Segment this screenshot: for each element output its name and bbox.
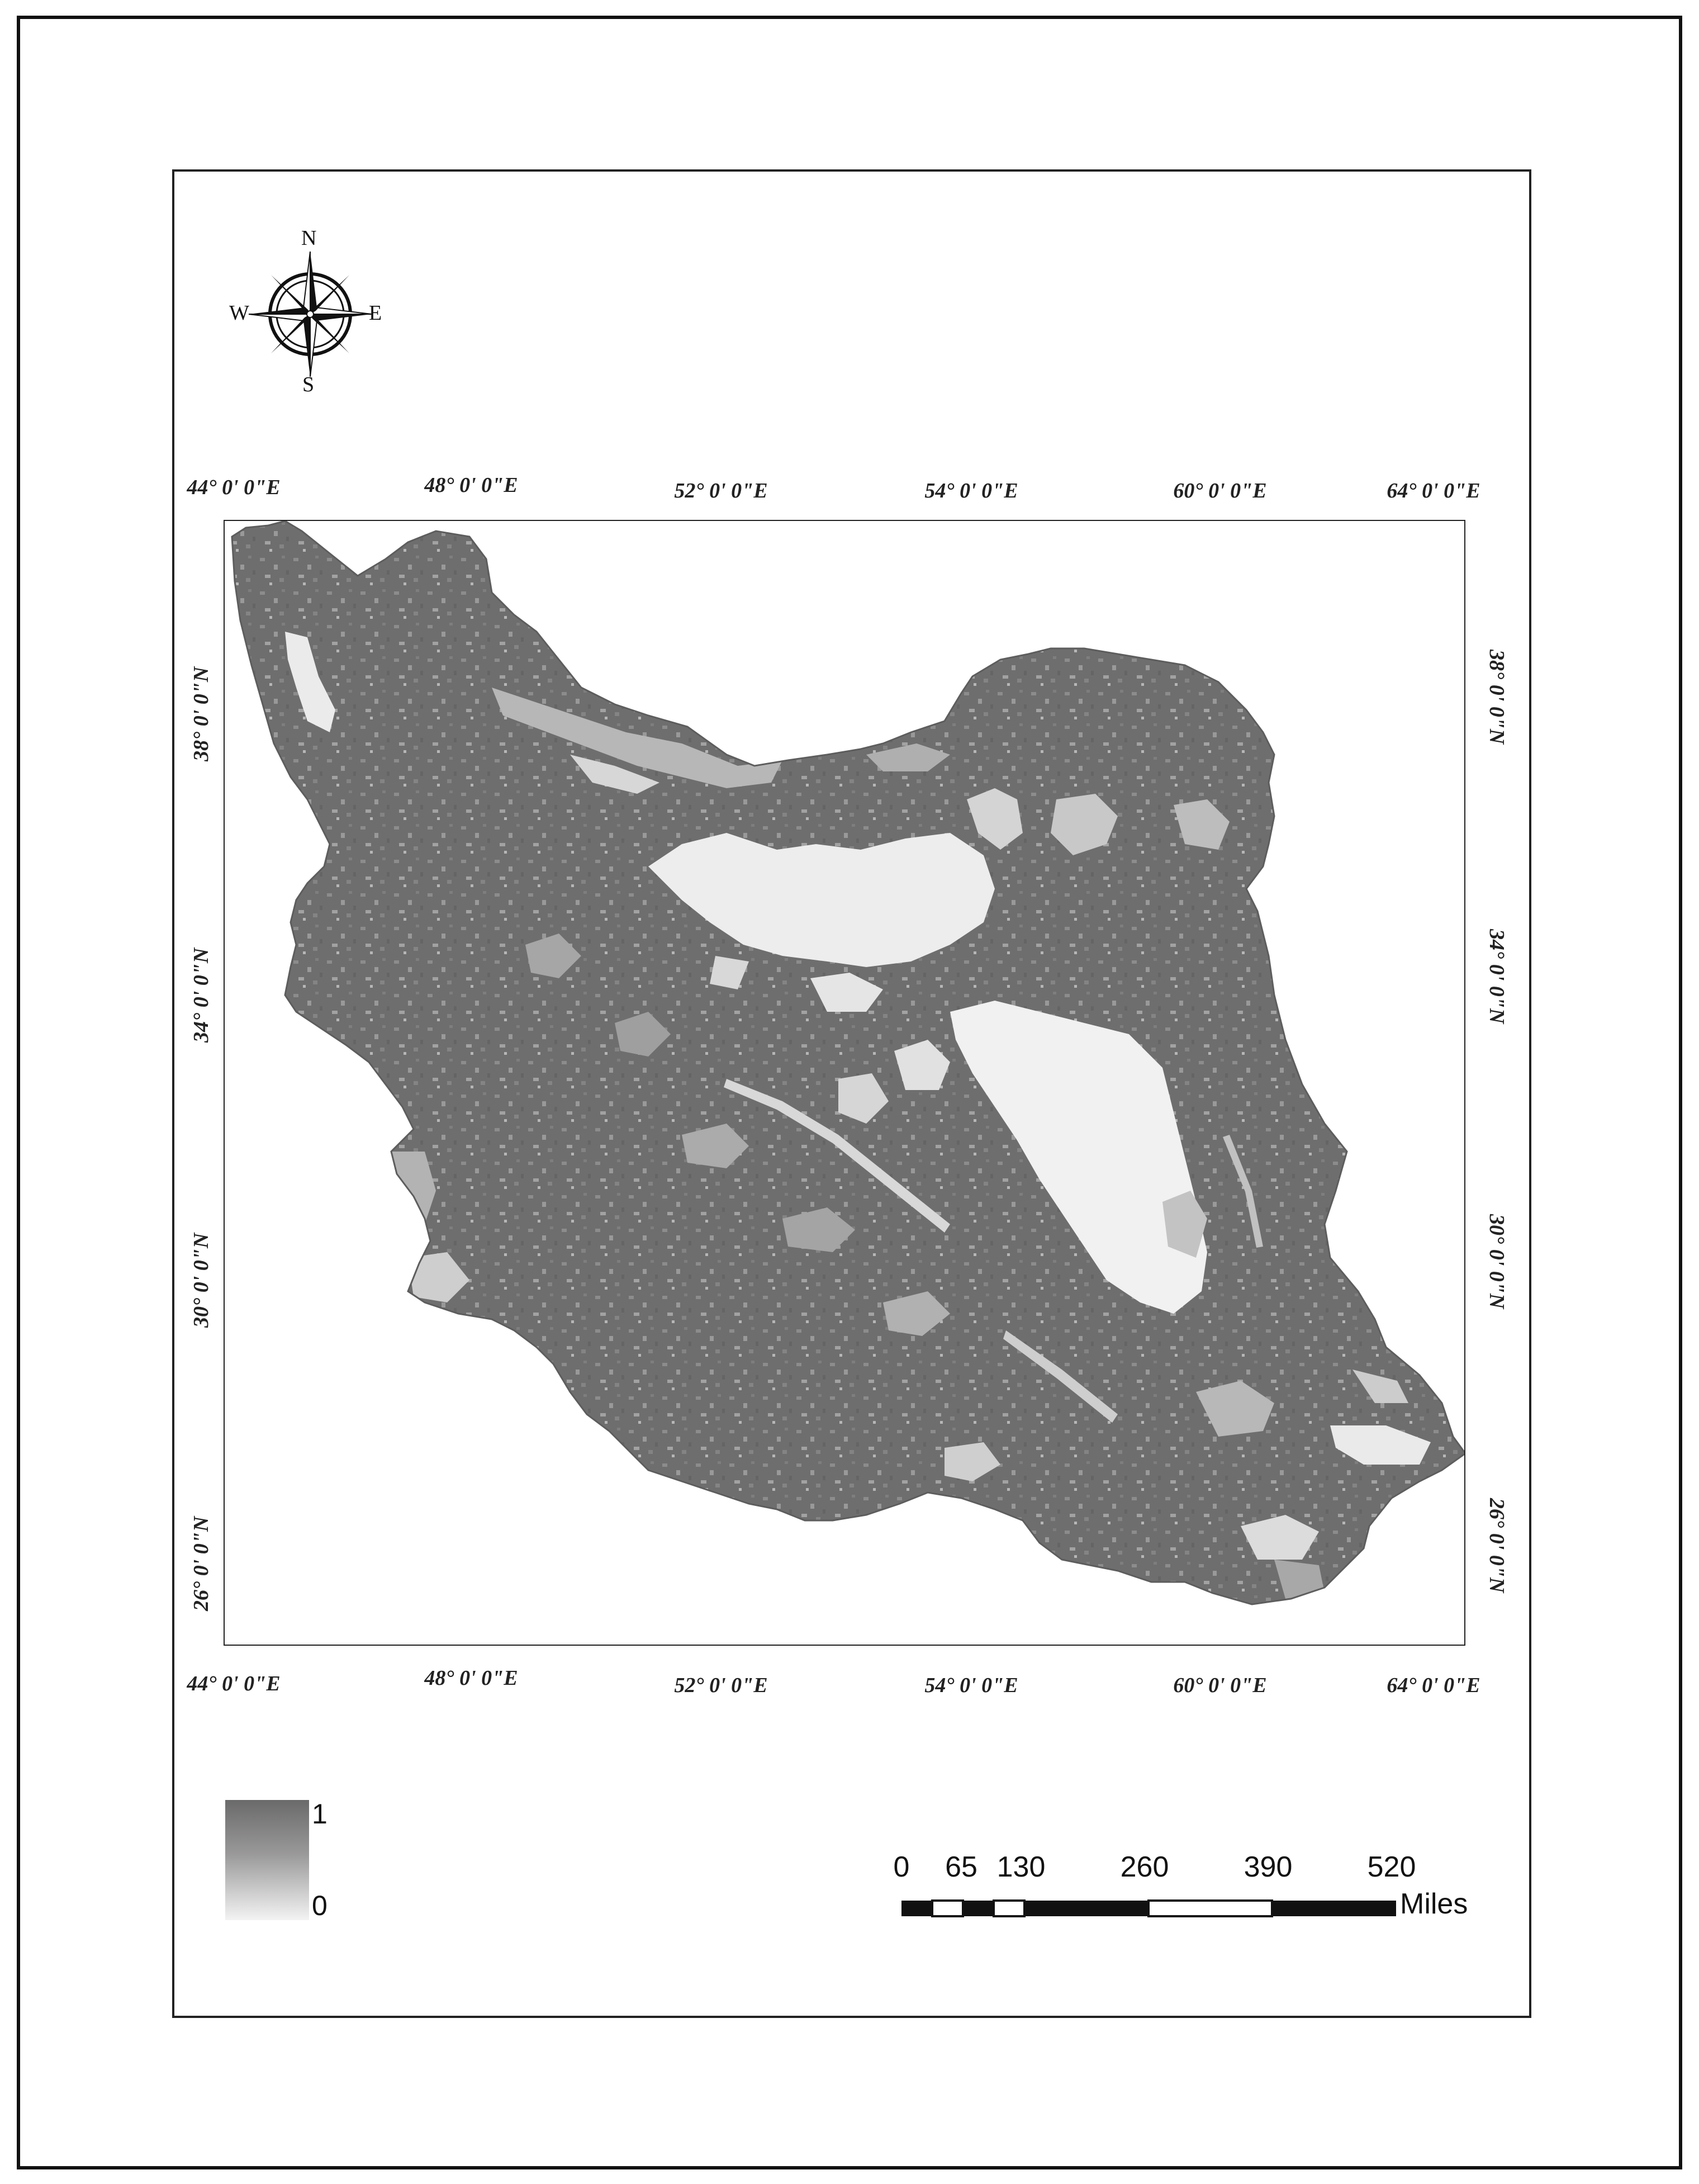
longitude-label-bottom: 44° 0' 0"E (187, 1672, 281, 1695)
latitude-label-left: 34° 0' 0"N (189, 947, 213, 1043)
latitude-label-right: 26° 0' 0"N (1485, 1498, 1508, 1593)
compass-east-label: E (369, 301, 382, 325)
latitude-label-right: 30° 0' 0"N (1485, 1214, 1508, 1309)
scale-tick-label: 390 (1244, 1851, 1293, 1883)
scale-tick-label: 130 (996, 1851, 1046, 1883)
latitude-label-right: 38° 0' 0"N (1485, 650, 1508, 745)
longitude-label-bottom: 48° 0' 0"E (424, 1666, 518, 1690)
longitude-label-bottom: 54° 0' 0"E (924, 1674, 1018, 1697)
longitude-label-top: 48° 0' 0"E (424, 473, 518, 497)
compass-south-label: S (302, 373, 315, 396)
scale-bar-segments (901, 1898, 1404, 1921)
longitude-label-top: 64° 0' 0"E (1387, 479, 1480, 503)
latitude-label-right: 34° 0' 0"N (1485, 929, 1508, 1024)
legend-low-label: 0 (312, 1890, 328, 1921)
longitude-label-bottom: 64° 0' 0"E (1387, 1674, 1480, 1697)
longitude-label-top: 60° 0' 0"E (1173, 479, 1267, 503)
north-arrow (226, 226, 394, 397)
map-data-frame[interactable] (224, 520, 1465, 1646)
scale-units-label: Miles (1400, 1888, 1468, 1920)
scale-bar (893, 1850, 1484, 1929)
latitude-label-left: 38° 0' 0"N (189, 666, 213, 761)
iran-raster-map[interactable] (224, 520, 1465, 1646)
legend-high-label: 1 (312, 1798, 328, 1830)
longitude-label-bottom: 60° 0' 0"E (1173, 1674, 1267, 1697)
compass-west-label: W (229, 301, 249, 325)
scale-tick-label: 0 (893, 1851, 910, 1883)
longitude-label-bottom: 52° 0' 0"E (674, 1674, 768, 1697)
scale-tick-label: 260 (1120, 1851, 1169, 1883)
compass-north-label: N (301, 226, 317, 250)
legend-gradient-ramp (225, 1800, 309, 1920)
longitude-label-top: 52° 0' 0"E (674, 479, 768, 503)
scale-tick-label: 65 (945, 1851, 977, 1883)
scale-tick-label: 520 (1367, 1851, 1416, 1883)
longitude-label-top: 44° 0' 0"E (187, 476, 281, 499)
latitude-label-left: 26° 0' 0"N (189, 1516, 213, 1611)
longitude-label-top: 54° 0' 0"E (924, 479, 1018, 503)
latitude-label-left: 30° 0' 0"N (189, 1233, 213, 1328)
